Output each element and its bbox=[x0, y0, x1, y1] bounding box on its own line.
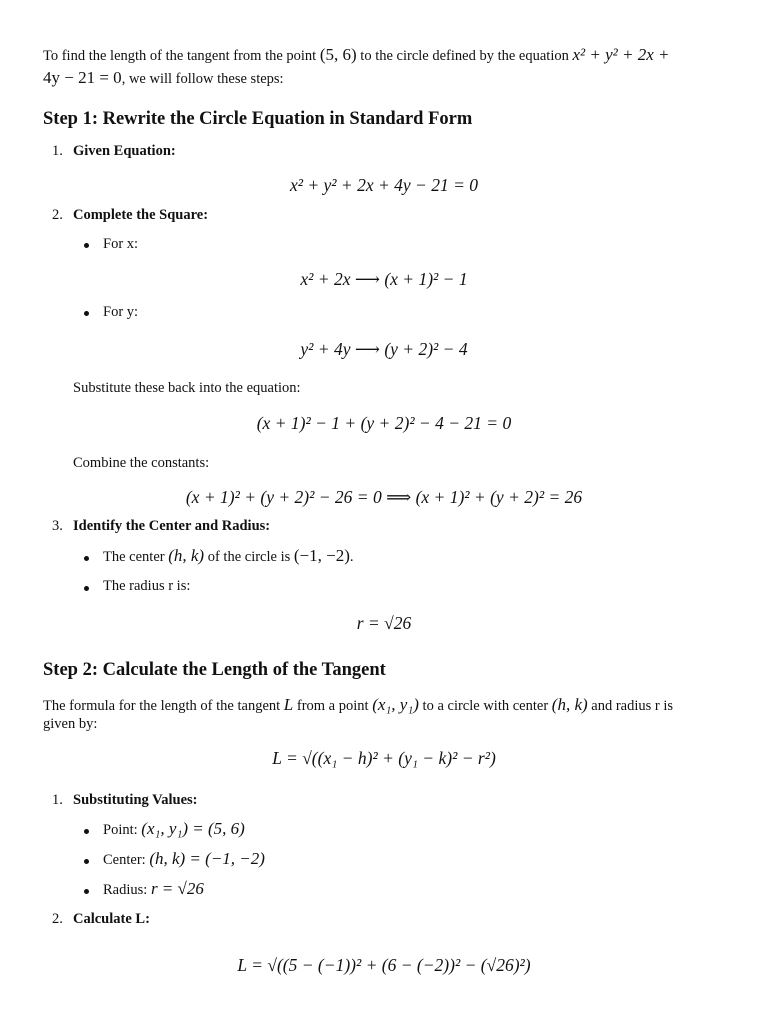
intro-line-2 bbox=[43, 67, 284, 90]
substitute-text: Substitute these back into the equation: bbox=[73, 380, 301, 396]
step2-item1-number: 1. bbox=[52, 792, 63, 808]
center-equation: (h, k) = (−1, −2) bbox=[149, 849, 265, 868]
point-equation: (x₁, y₁) = (5, 6) bbox=[141, 819, 245, 838]
tangent-formula-text: L = √((x₁ − h)² + (y₁ − k)² − r²) bbox=[272, 748, 496, 768]
for-y-label: For y: bbox=[103, 304, 139, 320]
formula-center: (h, k) bbox=[551, 695, 588, 714]
center-text-b: of the circle is bbox=[204, 549, 294, 565]
step1-item3-number: 3. bbox=[52, 518, 63, 534]
for-y-equation bbox=[0, 339, 768, 360]
formula-L: L bbox=[283, 695, 294, 714]
radius-text: The radius r is: bbox=[103, 578, 191, 594]
bullet-dot bbox=[84, 556, 89, 561]
radius-equation bbox=[0, 613, 768, 634]
for-x-equation bbox=[0, 269, 768, 290]
intro-text-b: to the circle defined by the equation bbox=[356, 48, 573, 64]
center-text-c: . bbox=[349, 549, 354, 565]
point-line bbox=[103, 818, 245, 841]
step2-item2-number: 2. bbox=[52, 911, 63, 927]
center-line bbox=[103, 545, 354, 568]
step1-item3-label: Identify the Center and Radius: bbox=[73, 518, 271, 534]
calc-equation bbox=[0, 955, 768, 976]
point-label: Point: bbox=[103, 822, 142, 838]
step1-item1-label: Given Equation: bbox=[73, 143, 176, 159]
given-equation bbox=[0, 175, 768, 196]
formula-line-2: given by: bbox=[43, 716, 98, 732]
bullet-dot bbox=[84, 586, 89, 591]
bullet-dot bbox=[84, 829, 89, 834]
bullet-dot bbox=[84, 889, 89, 894]
substitute-equation bbox=[0, 413, 768, 434]
center-sub-line bbox=[103, 848, 265, 871]
center-text-a: The center bbox=[103, 549, 169, 565]
intro-equation-part1: x² + y² + 2x + bbox=[572, 45, 670, 64]
center-hk: (h, k) bbox=[168, 546, 205, 565]
radius-sub-line bbox=[103, 878, 204, 901]
center-label: Center: bbox=[103, 852, 150, 868]
step2-item2-label: Calculate L: bbox=[73, 911, 150, 927]
formula-line-1 bbox=[43, 694, 673, 717]
for-x-equation-text: x² + 2x ⟶ (x + 1)² − 1 bbox=[300, 269, 468, 289]
bullet-dot bbox=[84, 311, 89, 316]
combine-text: Combine the constants: bbox=[73, 455, 210, 471]
formula-text-d: and radius r is bbox=[587, 698, 674, 714]
calc-equation-text: L = √((5 − (−1))² + (6 − (−2))² − (√26)²) bbox=[237, 955, 531, 975]
tangent-formula bbox=[0, 748, 768, 769]
radius-equation-text: r = √26 bbox=[356, 613, 412, 633]
for-y-equation-text: y² + 4y ⟶ (y + 2)² − 4 bbox=[300, 339, 468, 359]
for-x-label: For x: bbox=[103, 236, 139, 252]
bullet-dot bbox=[84, 859, 89, 864]
step2-heading: Step 2: Calculate the Length of the Tangent bbox=[43, 660, 386, 680]
radius-sub-equation: r = √26 bbox=[150, 879, 204, 898]
formula-text-a: The formula for the length of the tangent bbox=[43, 698, 284, 714]
combine-equation bbox=[0, 487, 768, 508]
radius-label: Radius: bbox=[103, 882, 151, 898]
substitute-equation-text: (x + 1)² − 1 + (y + 2)² − 4 − 21 = 0 bbox=[256, 413, 512, 433]
step1-item2-label: Complete the Square: bbox=[73, 207, 209, 223]
formula-text-c: to a circle with center bbox=[418, 698, 552, 714]
intro-point: (5, 6) bbox=[319, 45, 357, 64]
intro-line-1 bbox=[43, 44, 669, 67]
given-equation-text: x² + y² + 2x + 4y − 21 = 0 bbox=[289, 175, 479, 195]
bullet-dot bbox=[84, 243, 89, 248]
intro-text-a: To find the length of the tangent from the point bbox=[43, 48, 320, 64]
formula-text-b: from a point bbox=[293, 698, 373, 714]
step1-item1-number: 1. bbox=[52, 143, 63, 159]
step1-item2-number: 2. bbox=[52, 207, 63, 223]
intro-equation-part2: 4y − 21 = 0 bbox=[43, 68, 122, 87]
intro-text-c: , we will follow these steps: bbox=[121, 71, 284, 87]
step2-item1-label: Substituting Values: bbox=[73, 792, 198, 808]
center-value: (−1, −2) bbox=[293, 546, 350, 565]
combine-equation-text: (x + 1)² + (y + 2)² − 26 = 0 ⟹ (x + 1)² + (y + 2)² = 26 bbox=[185, 487, 583, 507]
formula-point: (x₁, y₁) bbox=[372, 695, 419, 714]
step1-heading: Step 1: Rewrite the Circle Equation in Standard Form bbox=[43, 109, 473, 129]
